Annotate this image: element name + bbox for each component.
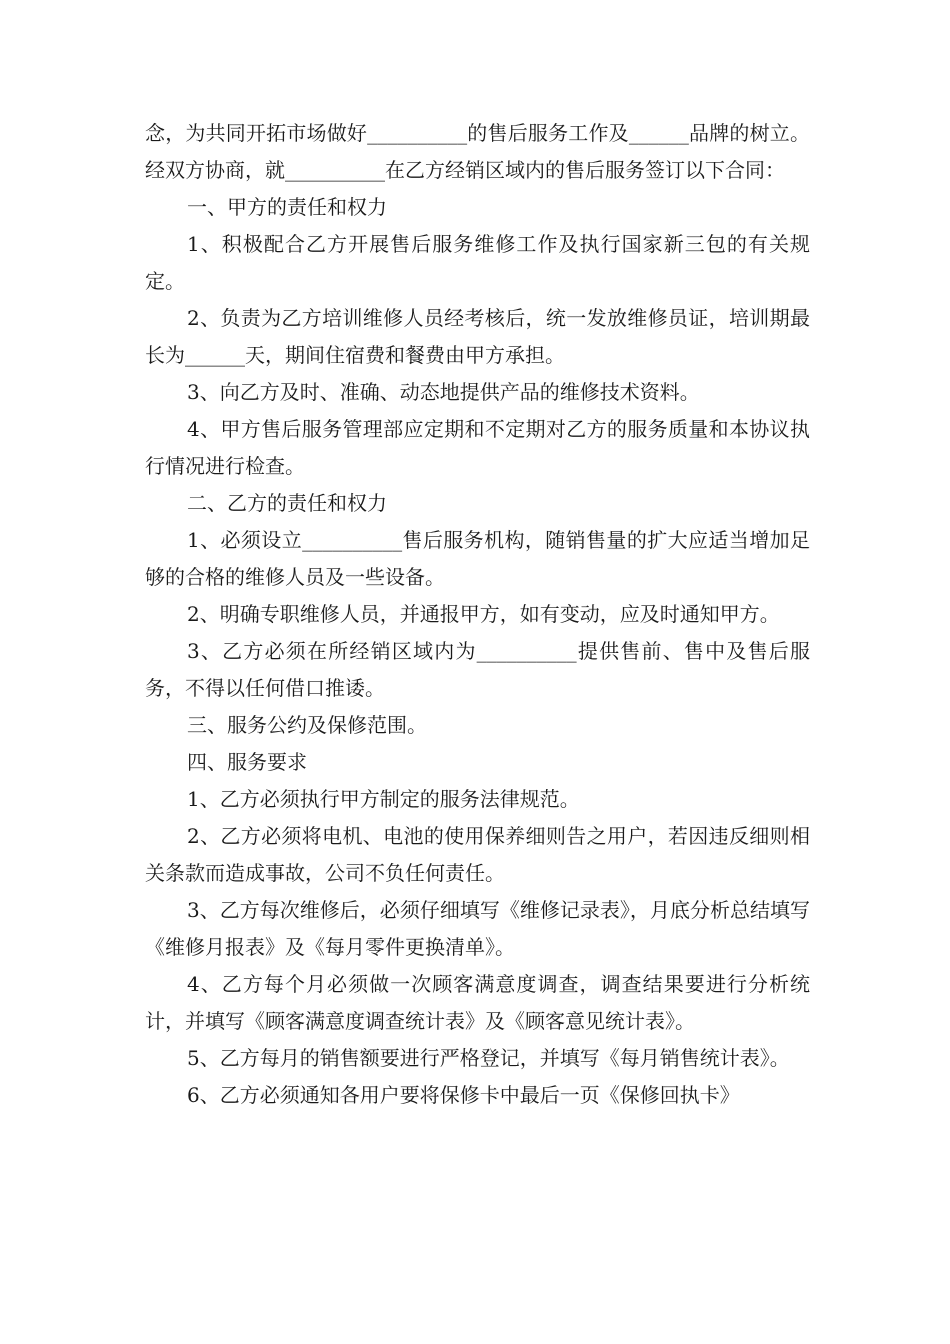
clause-req-4: 4、乙方每个月必须做一次顾客满意度调查，调查结果要进行分析统计，并填写《顾客满意度调查统计表》及《顾客意见统计表》。 <box>145 972 810 1033</box>
clause-a-3: 3、向乙方及时、准确、动态地提供产品的维修技术资料。 <box>187 380 700 404</box>
clause-req-1: 1、乙方必须执行甲方制定的服务法律规范。 <box>187 787 580 811</box>
clause-b-2: 2、明确专职维修人员，并通报甲方，如有变动，应及时通知甲方。 <box>187 602 780 626</box>
clause-b-3: 3、乙方必须在所经销区域内为__________提供售前、售中及售后服务，不得以任何借口推诿。 <box>145 639 810 700</box>
clause-req-3: 3、乙方每次维修后，必须仔细填写《维修记录表》，月底分析总结填写《维修月报表》及《每月零件更换清单》。 <box>145 898 810 959</box>
clause-b-1: 1、必须设立__________售后服务机构，随销售量的扩大应适当增加足够的合格的维修人员及一些设备。 <box>145 528 810 589</box>
clause-a-2: 2、负责为乙方培训维修人员经考核后，统一发放维修员证，培训期最长为______天，期间住宿费和餐费由甲方承担。 <box>145 306 810 367</box>
clause-req-6: 6、乙方必须通知各用户要将保修卡中最后一页《保修回执卡》 <box>187 1083 740 1107</box>
clause-a-4: 4、甲方售后服务管理部应定期和不定期对乙方的服务质量和本协议执行情况进行检查。 <box>145 417 810 478</box>
section-heading-party-a: 一、甲方的责任和权力 <box>187 195 387 219</box>
clause-req-2: 2、乙方必须将电机、电池的使用保养细则告之用户，若因违反细则相关条款而造成事故，公司不负任何责任。 <box>145 824 810 885</box>
section-heading-service-warranty: 三、服务公约及保修范围。 <box>187 713 427 737</box>
section-heading-service-requirements: 四、服务要求 <box>187 750 307 774</box>
document-body <box>145 115 810 1114</box>
clause-a-1: 1、积极配合乙方开展售后服务维修工作及执行国家新三包的有关规定。 <box>145 232 810 293</box>
paragraph-intro-continued: 念，为共同开拓市场做好__________的售后服务工作及______品牌的树立。 经双方协商，就__________在乙方经销区域内的售后服务签订以下合同： <box>145 121 810 182</box>
clause-req-5: 5、乙方每月的销售额要进行严格登记，并填写《每月销售统计表》。 <box>187 1046 790 1070</box>
section-heading-party-b: 二、乙方的责任和权力 <box>187 491 387 515</box>
